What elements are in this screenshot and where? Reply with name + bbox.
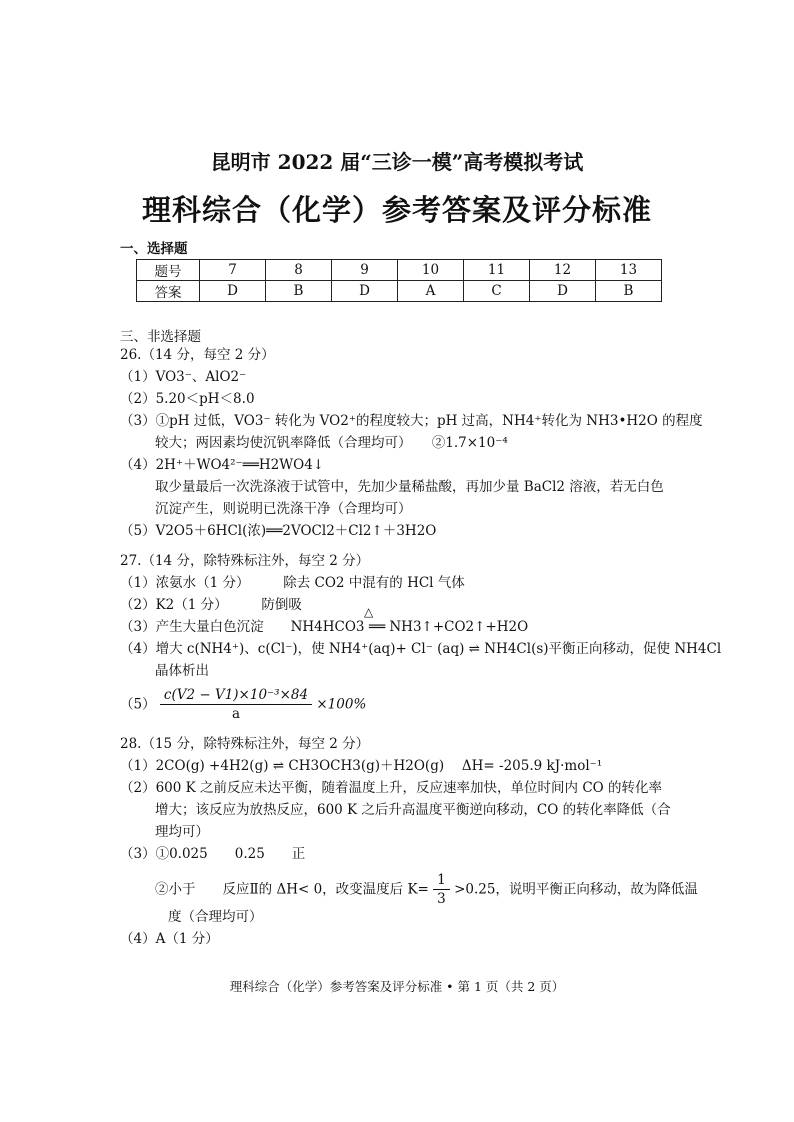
q28-title: 28.（15 分，除特殊标注外，每空 2 分） bbox=[120, 736, 370, 752]
q28-part2-line3: 理均可） bbox=[155, 824, 209, 840]
q28-part4: （4）A（1 分） bbox=[120, 931, 219, 947]
q26-part3-line2: 较大；两因素均使沉钒率降低（合理均可） ②1.7×10⁻⁴ bbox=[155, 435, 508, 451]
answer-cell: B bbox=[596, 281, 662, 302]
fraction-numerator: c(V2 − V1)×10⁻³×84 bbox=[160, 686, 312, 705]
table-row-answers bbox=[137, 281, 662, 302]
answer-cell: B bbox=[266, 281, 332, 302]
exam-title: 昆明市 2022 届“三诊一模”高考模拟考试 bbox=[210, 150, 584, 174]
question-number: 11 bbox=[464, 260, 530, 281]
q28-part3-line3: 度（合理均可） bbox=[168, 909, 263, 925]
question-number: 7 bbox=[200, 260, 266, 281]
q28-part3-line2 bbox=[155, 871, 698, 908]
q26-title: 26.（14 分，每空 2 分） bbox=[120, 347, 275, 363]
k-fraction bbox=[433, 871, 450, 908]
document-title: 理科综合（化学）参考答案及评分标准 bbox=[141, 193, 652, 227]
q27-part5-tail: ×100% bbox=[316, 696, 367, 713]
answer-table bbox=[136, 259, 662, 302]
q26-part4-line2: 取少量最后一次洗涤液于试管中，先加少量稀盐酸，再加少量 BaCl2 溶液，若无白色 bbox=[155, 479, 664, 495]
q27-part4-line1: （4）增大 c(NH4⁺)、c(Cl⁻)，使 NH4⁺(aq)+ Cl⁻ (aq) ⇌ NH4Cl(s)平衡正向移动，促使 NH4Cl bbox=[120, 641, 722, 657]
q26-part4-line3: 沉淀产生，则说明已洗涤干净（合理均可） bbox=[155, 501, 412, 517]
question-number: 9 bbox=[332, 260, 398, 281]
heat-symbol: △ bbox=[364, 605, 374, 619]
question-number: 13 bbox=[596, 260, 662, 281]
q26-part1: （1）VO3⁻、AlO2⁻ bbox=[120, 369, 247, 385]
q26-part4-line1: （4）2H⁺＋WO4²⁻══H2WO4↓ bbox=[120, 457, 325, 473]
answer-cell: D bbox=[200, 281, 266, 302]
question-number: 8 bbox=[266, 260, 332, 281]
q28-part2-line1: （2）600 K 之前反应未达平衡，随着温度上升，反应速率加快，单位时间内 CO 的转化率 bbox=[120, 780, 663, 796]
q27-part5-label: （5） bbox=[120, 696, 156, 713]
answer-cell: A bbox=[398, 281, 464, 302]
question-number: 12 bbox=[530, 260, 596, 281]
q27-part5 bbox=[120, 686, 366, 723]
k-numerator: 1 bbox=[433, 871, 450, 890]
section-nonchoice-heading: 三、非选择题 bbox=[120, 329, 201, 345]
fraction-denominator: a bbox=[231, 706, 241, 722]
page-footer: 理科综合（化学）参考答案及评分标准 • 第 1 页（共 2 页） bbox=[229, 979, 565, 994]
q26-part3-line1: （3）①pH 过低，VO3⁻ 转化为 VO2⁺的程度较大；pH 过高，NH4⁺转化为 NH3•H2O 的程度 bbox=[120, 413, 703, 429]
answer-cell: C bbox=[464, 281, 530, 302]
q27-part1: （1）浓氨水（1 分） 除去 CO2 中混有的 HCl 气体 bbox=[120, 575, 465, 591]
q27-part2: （2）K2（1 分） 防倒吸 bbox=[120, 597, 302, 613]
table-row-numbers bbox=[137, 260, 662, 281]
q28-part2-line2: 增大；该反应为放热反应，600 K 之后升高温度平衡逆向移动，CO 的转化率降低（合 bbox=[155, 802, 671, 818]
yield-fraction bbox=[160, 686, 312, 723]
q28-part3-line1: （3）①0.025 0.25 正 bbox=[120, 846, 306, 862]
q26-part5: （5）V2O5＋6HCl(浓)══2VOCl2＋Cl2↑＋3H2O bbox=[120, 523, 437, 539]
q28-part3-post: >0.25，说明平衡正向移动，故为降低温 bbox=[454, 881, 698, 898]
question-number: 10 bbox=[398, 260, 464, 281]
row-label-number: 题号 bbox=[137, 260, 200, 281]
q28-part1: （1）2CO(g) +4H2(g) ⇌ CH3OCH3(g)＋H2O(g) ΔH= -205.9 kJ·mol⁻¹ bbox=[120, 758, 603, 774]
q27-title: 27.（14 分，除特殊标注外，每空 2 分） bbox=[120, 553, 370, 569]
q28-part3-pre: ②小于 反应Ⅱ的 ΔH< 0，改变温度后 K= bbox=[155, 881, 429, 898]
answer-cell: D bbox=[332, 281, 398, 302]
answer-cell: D bbox=[530, 281, 596, 302]
q27-part3: （3）产生大量白色沉淀 NH4HCO3 ══ NH3↑+CO2↑+H2O bbox=[120, 619, 529, 635]
section-choice-heading: 一、选择题 bbox=[120, 241, 188, 257]
row-label-answer: 答案 bbox=[137, 281, 200, 302]
k-denominator: 3 bbox=[437, 891, 446, 907]
q27-part4-line2: 晶体析出 bbox=[155, 663, 209, 679]
q26-part2: （2）5.20＜pH＜8.0 bbox=[120, 391, 255, 407]
